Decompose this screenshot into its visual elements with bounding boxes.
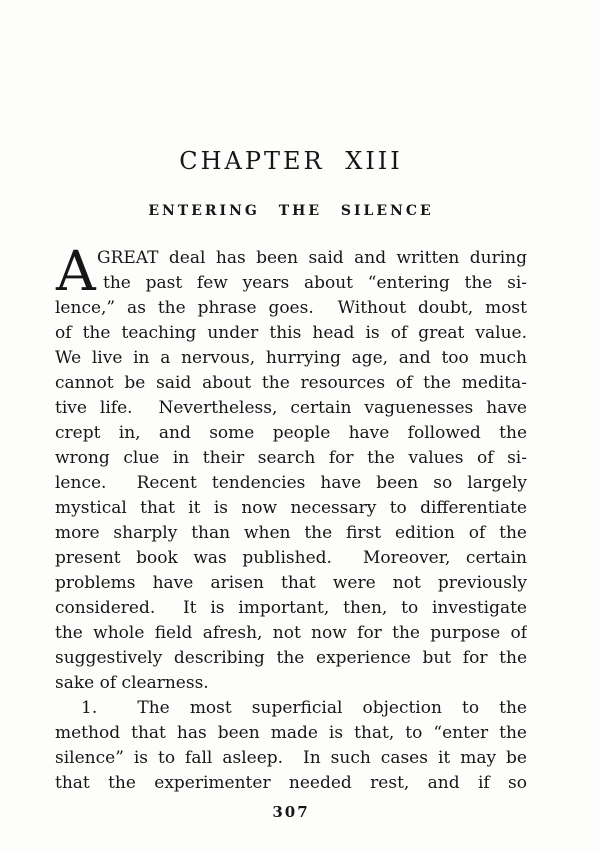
- section-title: ENTERING THE SILENCE: [148, 203, 434, 219]
- text-line: We live in a nervous, hurrying age, and too much: [55, 348, 527, 368]
- page-number: 307: [272, 803, 310, 821]
- text-line: problems have arisen that were not previously: [55, 573, 527, 593]
- text-line: lence,” as the phrase goes. Without doubt, most: [55, 298, 527, 318]
- chapter-heading: CHAPTER XIII: [179, 147, 403, 175]
- text-line: the whole field afresh, not now for the purpose of: [55, 623, 527, 643]
- text-line: tive life. Nevertheless, certain vaguenesses have: [55, 398, 527, 418]
- text-line: suggestively describing the experience but for the: [55, 648, 527, 668]
- body-text: [55, 239, 527, 796]
- text-line: method that has been made is that, to “enter the: [55, 723, 527, 743]
- text-line: 1. The most superficial objection to the: [81, 698, 527, 718]
- text-line: mystical that it is now necessary to differentiate: [55, 498, 527, 518]
- text-line: silence” is to fall asleep. In such cases it may be: [55, 748, 527, 768]
- text-line: of the teaching under this head is of great value.: [55, 323, 527, 343]
- text-line: the past few years about “entering the si-: [103, 273, 527, 293]
- text-line: cannot be said about the resources of the medita-: [55, 373, 527, 393]
- text-block: [55, 0, 527, 821]
- text-line: lence. Recent tendencies have been so largely: [55, 473, 527, 493]
- text-line: considered. It is important, then, to investigate: [55, 598, 527, 618]
- opening-paragraph: [55, 239, 527, 696]
- text-line: sake of clearness.: [55, 673, 209, 693]
- text-line: more sharply than when the first edition of the: [55, 523, 527, 543]
- drop-cap: A: [56, 239, 96, 303]
- text-line: present book was published. Moreover, certain: [55, 548, 527, 568]
- text-line: that the experimenter needed rest, and if so: [55, 773, 527, 793]
- numbered-paragraph: [55, 696, 527, 796]
- text-line: wrong clue in their search for the values of si-: [55, 448, 527, 468]
- text-line: crept in, and some people have followed the: [55, 423, 527, 443]
- text-line: GREAT deal has been said and written during: [97, 248, 527, 268]
